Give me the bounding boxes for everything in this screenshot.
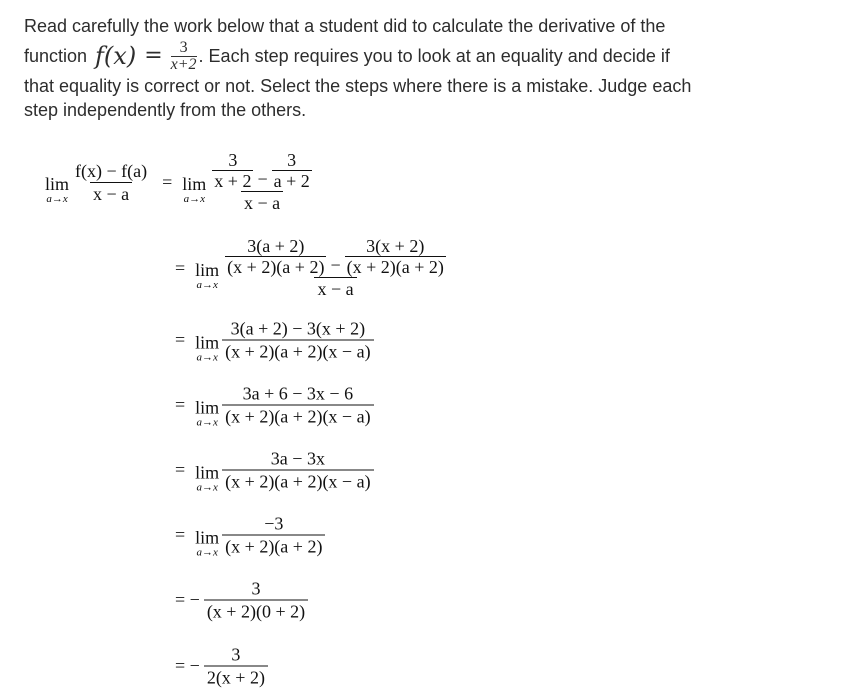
equals-sign: = — [175, 257, 186, 278]
lim-word: lim — [195, 462, 220, 482]
instructions-line — [24, 38, 691, 74]
limit — [195, 398, 219, 428]
limit — [195, 528, 219, 558]
instructions-line: that equality is correct or not. Select the steps where there is a mistake. Judge each — [24, 76, 692, 96]
function-name: f(x) — [95, 42, 137, 70]
numerator: 3 — [179, 38, 188, 56]
lim-word: lim — [182, 174, 207, 194]
step-5[interactable] — [175, 448, 374, 493]
compound-fraction — [209, 150, 314, 214]
lim-subscript: a→x — [196, 416, 218, 428]
numerator: 3a − 3x — [270, 448, 325, 469]
minus-sign: − — [330, 254, 341, 275]
equals-sign: = — [175, 394, 186, 415]
lim-subscript: a→x — [183, 193, 205, 205]
numerator: 3(a + 2) − 3(x + 2) — [230, 318, 366, 339]
numerator — [222, 236, 449, 277]
instructions-text: . Each step requires you to look at an equality and decide if — [198, 46, 670, 66]
lim-subscript: a→x — [46, 193, 68, 205]
fraction — [222, 513, 325, 558]
equals-sign: = — [144, 43, 163, 68]
numerator: 3 — [287, 150, 297, 170]
step-1[interactable] — [45, 150, 315, 214]
compound-fraction — [222, 236, 449, 300]
instructions-text: function — [24, 46, 88, 66]
instructions-line: step independently from the others. — [24, 100, 307, 120]
numerator: 3a + 6 − 3x − 6 — [242, 383, 354, 404]
function-fraction — [171, 40, 197, 73]
denominator: (x + 2)(a + 2)(x − a) — [222, 340, 373, 363]
denominator: a + 2 — [273, 171, 310, 191]
lim-subscript: a→x — [196, 279, 218, 291]
denominator: (x + 2)(a + 2)(x − a) — [222, 405, 373, 428]
denominator: (x + 2)(a + 2) — [346, 257, 444, 277]
lim-subscript: a→x — [196, 481, 218, 493]
numerator: 3 — [251, 578, 261, 599]
limit — [195, 333, 219, 363]
limit — [195, 463, 219, 493]
numerator: 3 — [228, 150, 238, 170]
equals-sign: = — [162, 171, 173, 192]
lim-word: lim — [195, 260, 220, 280]
minus-sign: − — [257, 168, 268, 189]
denominator: x+2 — [170, 55, 197, 73]
lim-word: lim — [195, 332, 220, 352]
numerator: −3 — [264, 513, 284, 534]
equals-sign: = — [175, 459, 186, 480]
equals-sign: = — [175, 329, 186, 350]
numerator — [209, 150, 314, 191]
lim-subscript: a→x — [196, 351, 218, 363]
numerator: f(x) − f(a) — [75, 160, 148, 181]
equals-negative-sign: = − — [175, 589, 200, 610]
step-4[interactable] — [175, 383, 374, 428]
denominator: (x + 2)(a + 2)(x − a) — [222, 470, 373, 493]
denominator: x − a — [90, 182, 132, 205]
numerator: 3 — [231, 644, 241, 665]
denominator: (x + 2)(a + 2) — [227, 257, 325, 277]
lim-word: lim — [45, 174, 70, 194]
numerator: 3(x + 2) — [366, 236, 425, 256]
limit — [195, 261, 219, 291]
numerator: 3(a + 2) — [247, 236, 305, 256]
fraction — [222, 448, 373, 493]
fraction — [204, 644, 268, 689]
denominator: (x + 2)(a + 2) — [222, 535, 325, 558]
fraction — [204, 578, 308, 623]
denominator: x − a — [314, 277, 356, 300]
denominator: x − a — [241, 191, 283, 214]
limit — [182, 175, 206, 205]
equals-negative-sign: = − — [175, 655, 200, 676]
lim-word: lim — [195, 527, 220, 547]
step-6[interactable] — [175, 513, 325, 558]
difference-quotient — [72, 160, 150, 205]
equals-sign: = — [175, 524, 186, 545]
lim-word: lim — [195, 397, 220, 417]
problem-instructions — [24, 14, 691, 122]
lim-subscript: a→x — [196, 546, 218, 558]
step-3[interactable] — [175, 318, 374, 363]
fraction — [222, 383, 373, 428]
denominator: 2(x + 2) — [204, 666, 268, 689]
step-7[interactable] — [175, 578, 308, 623]
instructions-line: Read carefully the work below that a student did to calculate the derivative of the — [24, 16, 666, 36]
step-2[interactable] — [175, 236, 449, 300]
denominator: (x + 2)(0 + 2) — [204, 600, 308, 623]
step-8[interactable] — [175, 644, 268, 689]
fraction — [222, 318, 373, 363]
denominator: x + 2 — [214, 171, 252, 191]
limit — [45, 175, 69, 205]
